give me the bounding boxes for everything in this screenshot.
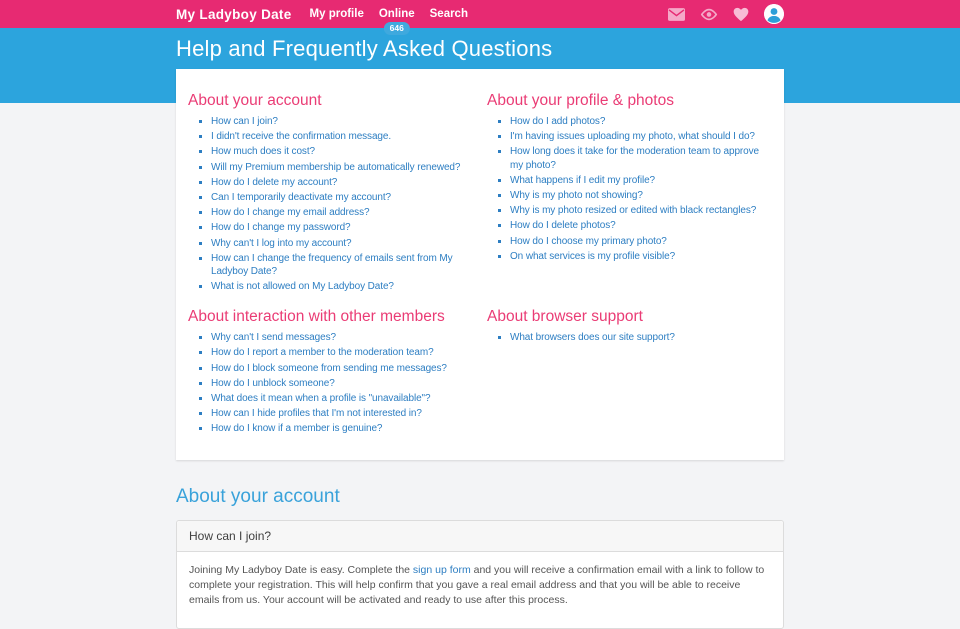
faq-section (188, 79, 473, 295)
faq-list-item (211, 161, 473, 174)
faq-question-link[interactable]: What does it mean when a profile is "unavailable"? (211, 393, 431, 404)
faq-list-item (211, 176, 473, 189)
faq-question-link[interactable]: What is not allowed on My Ladyboy Date? (211, 281, 394, 293)
faq-card (176, 69, 784, 460)
faq-list-item (510, 331, 772, 344)
faq-question-link[interactable]: How do I choose my primary photo? (510, 235, 667, 247)
faq-list-item (510, 219, 772, 232)
nav-item-online-label: Online (378, 8, 415, 20)
faq-section (188, 295, 473, 437)
faq-list-item (510, 145, 772, 171)
user-avatar[interactable] (764, 4, 784, 24)
faq-link-list (487, 115, 772, 263)
faq-section-title: About your profile & photos (487, 92, 674, 109)
eye-icon[interactable] (700, 8, 718, 21)
faq-list-item (211, 221, 473, 234)
faq-section-title: About your account (188, 92, 322, 109)
faq-list-item (510, 130, 772, 143)
faq-list-item (510, 235, 772, 248)
faq-grid (188, 79, 772, 438)
faq-section-title: About interaction with other members (188, 308, 445, 326)
navbar-icons (668, 4, 784, 24)
faq-list-item (510, 174, 772, 187)
faq-section (487, 79, 772, 295)
faq-list-item (510, 204, 772, 217)
top-navbar (0, 0, 960, 33)
faq-question-link[interactable]: How much does it cost? (211, 146, 315, 158)
faq-question-link[interactable]: How do I unblock someone? (211, 377, 335, 389)
faq-question-link[interactable]: Can I temporarily deactivate my account? (211, 191, 391, 203)
answer-text-after: and you will receive a confirmation email with a link to follow to complete your registration. This will help confirm that you gave a real email address and that you will be able to receive emails from us. Your account will be activated and ready to use after this process. (189, 563, 765, 606)
faq-question-link[interactable]: How do I add photos? (510, 116, 606, 127)
faq-link-list (188, 115, 473, 293)
answer-panel (176, 520, 784, 629)
faq-question-link[interactable]: How can I change the frequency of emails sent from My Ladyboy Date? (211, 252, 453, 277)
nav-links (309, 8, 468, 33)
faq-question-link[interactable]: How do I know if a member is genuine? (211, 423, 383, 435)
page-title: Help and Frequently Asked Questions (176, 36, 553, 61)
faq-question-link[interactable]: How do I delete photos? (510, 220, 616, 232)
faq-section (487, 295, 772, 437)
faq-list-item (211, 280, 473, 293)
brand-logo[interactable]: My Ladyboy Date (176, 6, 292, 22)
faq-section-title: About browser support (487, 308, 643, 326)
faq-question-link[interactable]: Why is my photo resized or edited with black rectangles? (510, 205, 757, 217)
faq-question-link[interactable]: I'm having issues uploading my photo, what should I do? (510, 131, 755, 143)
faq-list-item (211, 145, 473, 158)
faq-question-link[interactable]: I didn't receive the confirmation message. (211, 131, 392, 143)
faq-question-link[interactable]: How long does it take for the moderation team to approve my photo? (510, 146, 759, 171)
faq-list-item (211, 252, 473, 278)
faq-question-link[interactable]: How do I change my password? (211, 222, 351, 234)
faq-question-link[interactable]: How do I block someone from sending me messages? (211, 362, 447, 374)
faq-list-item (510, 115, 772, 128)
faq-list-item (211, 422, 473, 435)
faq-list-item (211, 377, 473, 390)
answer-panel-question: How can I join? (177, 521, 783, 552)
detail-section-title: About your account (176, 485, 340, 507)
faq-question-link[interactable]: How do I report a member to the moderation team? (211, 347, 434, 359)
faq-question-link[interactable]: How do I delete my account? (211, 176, 338, 188)
faq-list-item (211, 115, 473, 128)
envelope-icon[interactable] (668, 8, 685, 21)
faq-list-item (211, 237, 473, 250)
faq-list-item (211, 130, 473, 143)
faq-question-link[interactable]: Why can't I log into my account? (211, 237, 352, 249)
answer-panel-body (177, 552, 783, 629)
faq-list-item (211, 206, 473, 219)
faq-list-item (211, 407, 473, 420)
faq-question-link[interactable]: What browsers does our site support? (510, 332, 675, 344)
faq-question-link[interactable]: Will my Premium membership be automatically renewed? (211, 161, 461, 173)
faq-link-list (487, 331, 772, 344)
faq-question-link[interactable]: Why is my photo not showing? (510, 189, 643, 201)
nav-item-my-profile[interactable]: My profile (309, 8, 364, 20)
faq-list-item (211, 346, 473, 359)
faq-question-link[interactable]: On what services is my profile visible? (510, 250, 676, 262)
sign-up-form-link[interactable]: sign up form (412, 563, 471, 576)
faq-question-link[interactable]: What happens if I edit my profile? (510, 174, 656, 186)
faq-list-item (211, 392, 473, 405)
faq-question-link[interactable]: Why can't I send messages? (211, 332, 336, 344)
faq-list-item (211, 362, 473, 375)
faq-link-list (188, 331, 473, 435)
faq-question-link[interactable]: How can I hide profiles that I'm not interested in? (211, 408, 422, 420)
answer-text-before: Joining My Ladyboy Date is easy. Complete the (189, 563, 413, 576)
navbar-inner (176, 0, 784, 33)
faq-list-item (510, 189, 772, 202)
faq-question-link[interactable]: How can I join? (211, 116, 278, 127)
nav-item-online[interactable] (378, 8, 415, 33)
faq-question-link[interactable]: How do I change my email address? (211, 207, 370, 219)
heart-icon[interactable] (733, 7, 749, 22)
faq-list-item (211, 331, 473, 344)
faq-list-item (510, 250, 772, 263)
faq-list-item (211, 191, 473, 204)
nav-item-search[interactable]: Search (429, 8, 468, 20)
online-count-badge: 646 (384, 22, 410, 35)
